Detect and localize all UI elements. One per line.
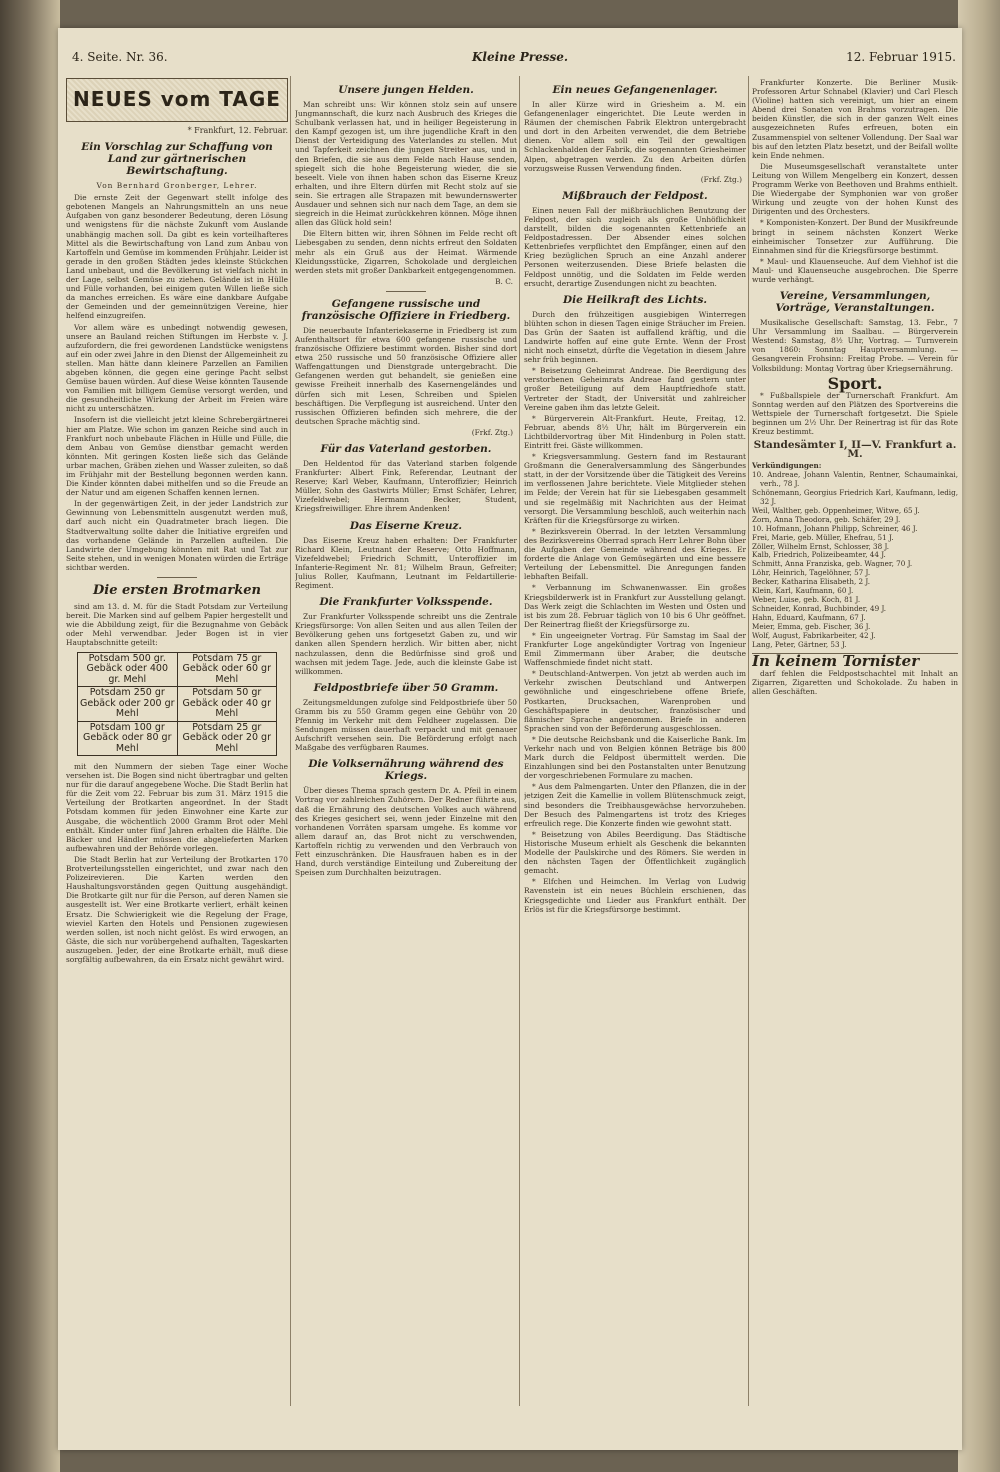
article-paragraph: * Die deutsche Reichsbank und die Kaiserliche Bank. Im Verkehr nach und von Belgien können Beträge bis 800 Mark durch die Feldpost übermittelt werden. Die Einzahlungen sind bei den Postanstalten unter Benutzung der vorgeschriebenen Formulare zu machen. bbox=[524, 734, 746, 781]
article-paragraph: * Bezirksverein Oberrad. In der letzten Versammlung des Bezirksvereins Oberrad sprach Herr Lehrer Bohn über die Aufgaben der Gemeinde während des Krieges. Er forderte die Anlage von Gemüsegärten und eine bessere Verteilung der Lebensmittel. Die Anregungen fanden lebhaften Beifall. bbox=[524, 526, 746, 582]
article-paragraph: Die Stadt Berlin hat zur Verteilung der Brotkarten 170 Brotverteilungsstellen eingerichtet, und zwar nach den Polizeirevieren. Die Karten werden den Haushaltungsvorständen gegen Quittung ausgehändigt. Die Brotkarte gilt nur für die Person, auf deren Namen sie ausgestellt ist. Wer eine Brotkarte verliert, erhält keinen Ersatz. Die Schwierigkeit wie die Regelung der Frage, wieviel Karten den Hotels und Pensionen zugewiesen werden sollen, ist noch nicht gelöst. Es wird erwogen, an Gäste, die sich nur vorübergehend aufhalten, Tageskarten auszugeben. Jeder, der eine Brotkarte erhält, muß diese sorgfältig aufbewahren, da ein Ersatz nicht gewährt wird. bbox=[66, 854, 288, 964]
column-1 bbox=[66, 78, 288, 1400]
list-item: Klein, Karl, Kaufmann, 60 J. bbox=[752, 586, 854, 596]
list-item: Schönemann, Georgius Friedrich Karl, Kaufmann, ledig, 32 J. bbox=[752, 488, 958, 506]
list-item: Meier, Emma, geb. Fischer, 36 J. bbox=[752, 621, 871, 631]
article-paragraph: * Kriegsversammlung. Gestern fand im Restaurant Großmann die Generalversammlung des Sängerbundes statt, in der der Vorsitzende über die Tätigkeit des Vereins im verflossenen Jahre berichtete. Viele Mitglieder stehen im Felde; der Verein hat für sie Liebesgaben gesammelt und sie regelmäßig mit Nachrichten aus der Heimat versorgt. Die Versammlung beschloß, auch weiterhin nach Kräften für die Kriegsfürsorge zu wirken. bbox=[524, 452, 746, 525]
separator bbox=[157, 577, 197, 578]
list-item: Löhr, Heinrich, Tagelöhner, 57 J. bbox=[752, 568, 871, 578]
author-line: Von Bernhard Gronberger, Lehrer. bbox=[96, 181, 258, 191]
separator bbox=[386, 291, 426, 292]
advert-text: darf fehlen die Feldpostschachtel mit Inhalt an Zigarren, Zigaretten und Schokolade. Zu haben in allen Geschäften. bbox=[752, 668, 958, 696]
ration-stamp: Potsdam 75 gr Gebäck oder 60 gr Mehl bbox=[177, 652, 277, 687]
list-item: Frei, Marie, geb. Müller, Ehefrau, 51 J. bbox=[752, 532, 894, 542]
ration-stamp: Potsdam 100 gr Gebäck oder 80 gr Mehl bbox=[78, 721, 178, 756]
headline: Für das Vaterland gestorben. bbox=[320, 443, 492, 455]
article-paragraph: * Ein ungeeigneter Vortrag. Für Samstag im Saal der Frankfurter Loge angekündigter Vortrag von Ingenieur Emil Zimmermann über Araber, die deutsche Waffenschmiede findet nicht statt. bbox=[524, 630, 746, 668]
article-paragraph: * Beisetzung Geheimrat Andreae. Die Beerdigung des verstorbenen Geheimrats Andreae fand gestern unter großer Beteiligung auf dem Hauptfriedhofe statt. Vertreter der Stadt, der Universität und zahlreicher Vereine gaben ihm das letzte Geleit. bbox=[524, 366, 746, 412]
article-paragraph: Vor allem wäre es unbedingt notwendig gewesen, unsere an Bauland reichen Stiftungen im Herbste v. J. aufzufordern, die frei gewordenen Landstücke wenigstens auf ein oder zwei Jahre in den Dienst der Allgemeinheit zu stellen. Man hätte dann kleinere Parzellen an Familien abgeben können, die gegen eine geringe Pacht selbst Gemüse bauen würden. Auf diese Weise könnten Tausende von Familien mit billigem Gemüse versorgt werden, und die gesundheitliche Wirkung der Arbeit im Freien wäre nicht zu unterschätzen. bbox=[66, 322, 288, 414]
article-paragraph: Das Eiserne Kreuz haben erhalten: Der Frankfurter Richard Klein, Leutnant der Reserve; Otto Hoffmann, Vizefeldwebel; Friedrich Schmitt, Unteroffizier im Infanterie-Regiment Nr. 81; Wilhelm Braun, Gefreiter; Julius Roller, Kaufmann, Leutnant im Feldartillerie-Regiment. bbox=[295, 535, 517, 591]
article-paragraph: Durch den frühzeitigen ausgiebigen Winterregen blühten schon in diesen Tagen einige Sträucher im Freien. Das Grün der Saaten ist auffallend kräftig, und die Landwirte hoffen auf eine gute Ernte. Wenn der Frost nicht noch einsetzt, dürfte die Vegetation in diesem Jahre sehr früh beginnen. bbox=[524, 309, 746, 365]
issue-date: 12. Februar 1915. bbox=[846, 50, 956, 64]
headline: Feldpostbriefe über 50 Gramm. bbox=[313, 681, 499, 694]
article-paragraph: Einen neuen Fall der mißbräuchlichen Benutzung der Feldpost, der sich zugleich als große Unhöflichkeit darstellt, bilden die sogenannten Kettenbriefe an Feldpostadressen. Der Absender eines solchen Kettenbriefes verpflichtet den Empfänger, einen auf den Krieg bezüglichen Spruch an eine Anzahl anderer Personen weiterzusenden. Diese Briefe belasten die Feldpost unnötig, und die Soldaten im Felde werden ersucht, derartige Zusendungen nicht zu beachten. bbox=[524, 205, 746, 288]
ration-stamp: Potsdam 500 gr. Gebäck oder 400 gr. Mehl bbox=[78, 652, 178, 687]
list-item: Weil, Walther, geb. Oppenheimer, Witwe, 65 J. bbox=[752, 505, 920, 515]
article-paragraph: Zeitungsmeldungen zufolge sind Feldpostbriefe über 50 Gramm bis zu 550 Gramm gegen eine Gebühr von 20 Pfennig im Verkehr mit dem Feldheer zugelassen. Die Sendungen müssen dauerhaft verpackt und mit genauer Aufschrift versehen sein. Die Beförderung erfolgt nach Maßgabe des verfügbaren Raumes. bbox=[295, 697, 517, 753]
headline: Gefangene russische und französische Offiziere in Friedberg. bbox=[301, 297, 511, 322]
article-paragraph: Den Heldentod für das Vaterland starben folgende Frankfurter: Albert Fink, Referendar, Leutnant der Reserve; Karl Weber, Kaufmann, Unteroffizier; Heinrich Müller, Sohn des Gastwirts Müller; Ernst Schäfer, Lehrer, Vizefeldwebel; Hermann Becker, Student, Kriegsfreiwilliger. Ehre ihrem Andenken! bbox=[295, 459, 517, 514]
dateline: * Frankfurt, 12. Februar. bbox=[187, 126, 288, 135]
column-3 bbox=[524, 78, 746, 1400]
article-paragraph: In der gegenwärtigen Zeit, in der jeder Landstrich zur Gewinnung von Lebensmitteln ausgenutzt werden muß, darf auch nicht ein Quadratmeter brach liegen. Die Stadtverwaltung sollte daher die Initiative ergreifen und das vorhandene Gelände in Parzellen aufteilen. Die Landwirte der Umgebung könnten mit Rat und Tat zur Seite stehen, und in wenigen Monaten würden die Erträge sichtbar werden. bbox=[66, 499, 288, 572]
list-item: Zöller, Wilhelm Ernst, Schlosser, 38 J. bbox=[752, 541, 890, 551]
headline: Die ersten Brotmarken bbox=[93, 583, 261, 599]
article-paragraph: * Maul- und Klauenseuche. Auf dem Viehhof ist die Maul- und Klauenseuche ausgebrochen. Die Sperre wurde verhängt. bbox=[752, 256, 958, 284]
column-rule bbox=[290, 76, 291, 1406]
article-paragraph: Zur Frankfurter Volksspende schreibt uns die Zentrale Kriegsfürsorge: Von allen Seiten und aus allen Teilen der Bevölkerung gehen uns fortgesetzt Gaben zu, und wir danken allen Spendern herzlich. Wir bitten aber, nicht nachzulassen, denn die Bedürfnisse sind groß und wachsen mit jedem Tage. Jede, auch die kleinste Gabe ist willkommen. bbox=[295, 612, 517, 676]
headline: Unsere jungen Helden. bbox=[338, 84, 474, 96]
article-paragraph: Die Museumsgesellschaft veranstaltete unter Leitung von Willem Mengelberg ein Konzert, dessen Programm Werke von Beethoven und Brahms enthielt. Die Wiedergabe der Symphonien war von großer Wirkung und zeugte von der hohen Kunst des Dirigenten und des Orchesters. bbox=[752, 161, 958, 217]
article-paragraph: In aller Kürze wird in Griesheim a. M. ein Gefangenenlager eingerichtet. Die Leute werden in Räumen der chemischen Fabrik Elektron untergebracht und dort in den Arbeiten verwendet, die dem Betriebe dienen. Vor allem soll ein Teil der gewaltigen Schlackenhalden der Fabrik, die sogenannten Griesheimer Alpen, abgetragen werden. Zu den Arbeiten dürfen vorzugsweise Russen Verwendung finden. bbox=[524, 100, 746, 173]
list-item: 10. Andreae, Johann Valentin, Rentner, Schaumainkai, verh., 78 J. bbox=[752, 470, 958, 489]
column-rule bbox=[519, 76, 520, 1406]
headline: Vereine, Versammlungen, Vorträge, Veranstaltungen. bbox=[775, 290, 935, 315]
page-header bbox=[58, 50, 962, 68]
article-paragraph: Insofern ist die vielleicht jetzt kleine Schrebergärtnerei hier am Platze. Wie schon im ganzen Reiche sind auch in Frankfurt noch unbebaute Flächen in Hülle und Fülle, die dem Anbau von Gemüse dienstbar gemacht werden könnten. Mit geringen Kosten ließe sich das Gelände urbar machen, Gräben ziehen und Wasser zuleiten, so daß im Frühjahr mit der Bestellung begonnen werden kann. Die Kinder könnten dabei mithelfen und so die Freude an der Natur und am eigenen Schaffen kennen lernen. bbox=[66, 415, 288, 498]
article-paragraph: * Verbannung im Schwanenwasser. Ein großes Kriegsbilderwerk ist in Frankfurt zur Ausstellung gelangt. Das Werk zeigt die Schlachten im Westen und Osten und ist bis zum 28. Februar täglich von 10 bis 6 Uhr geöffnet. Der Reinertrag fließt der Kriegsfürsorge zu. bbox=[524, 583, 746, 629]
scan-margin-left bbox=[0, 0, 60, 1472]
signature: (Frkf. Ztg.) bbox=[471, 427, 513, 437]
list-item: Kalb, Friedrich, Polizeibeamter, 44 J. bbox=[752, 550, 886, 560]
headline: Ein neues Gefangenenlager. bbox=[552, 84, 718, 96]
article-paragraph: Musikalische Gesellschaft: Samstag, 13. Febr., 7 Uhr Versammlung im Saalbau. — Bürgerverein Westend: Samstag, 8½ Uhr, Vortrag. — Turnverein von 1860: Sonntag Hauptversammlung. — Gesangverein Frohsinn: Freitag Probe. — Verein für Volksbildung: Montag Vortrag über Kriegsernährung. bbox=[752, 318, 958, 373]
article-paragraph: * Aus dem Palmengarten. Unter den Pflanzen, die in der jetzigen Zeit die Kamellie in vollem Blütenschmuck zeigt, sind besonders die Treibhausgewächse hervorzuheben. Der Besuch des Palmengartens ist trotz des Krieges erfreulich rege. Die Konzerte finden wie gewohnt statt. bbox=[524, 782, 746, 828]
list-item: Schneider, Konrad, Buchbinder, 49 J. bbox=[752, 603, 887, 613]
scan-margin-right bbox=[958, 0, 1000, 1472]
list-item: Weber, Luise, geb. Koch, 81 J. bbox=[752, 594, 861, 604]
headline: Das Eiserne Kreuz. bbox=[349, 519, 463, 532]
ration-stamp: Potsdam 250 gr Gebäck oder 200 gr Mehl bbox=[78, 687, 178, 722]
article-paragraph: Frankfurter Konzerte. Die Berliner Musik-Professoren Artur Schnabel (Klavier) und Carl Flesch (Violine) hatten sich vereinigt, um hier an einem Abend drei Sonaten von Brahms vorzutragen. Die beiden Künstler, die sich in der ganzen Welt eines ausgezeichneten Rufes erfreuen, boten ein Zusammenspiel von seltener Vollendung. Der Saal war bis auf den letzten Platz besetzt, und der Beifall wollte kein Ende nehmen. bbox=[752, 78, 958, 160]
list-item: Schmitt, Anna Franziska, geb. Wagner, 70 J. bbox=[752, 559, 913, 569]
page-number: 4. Seite. Nr. 36. bbox=[72, 50, 168, 64]
signature: (Frkf. Ztg.) bbox=[700, 174, 742, 184]
article-paragraph: Die Eltern bitten wir, ihren Söhnen im Felde recht oft Liebesgaben zu senden, denn nichts erfreut den Soldaten mehr als ein Gruß aus der Heimat. Wärmende Kleidungsstücke, Zigarren, Schokolade und dergleichen werden stets mit großer Dankbarkeit entgegengenommen. bbox=[295, 229, 517, 275]
list-item: Zorn, Anna Theodora, geb. Schäfer, 29 J. bbox=[752, 514, 901, 524]
article-paragraph: sind am 13. d. M. für die Stadt Potsdam zur Verteilung bereit. Die Marken sind auf gelbem Papier hergestellt und wie die Abbildung zeigt, für die Bezugnahme von Gebäck oder Mehl verwendbar. Jeder Bogen ist in vier Hauptabschnitte geteilt: bbox=[66, 602, 288, 648]
article-paragraph: Die ernste Zeit der Gegenwart stellt infolge des gebotenen Mangels an Nahrungsmitteln an uns neue Aufgaben von ganz besonderer Bedeutung, deren Lösung und wenigstens für die nächste Zukunft vom Auslande unabhängig machen soll. Da gibt es kein vorteilhafteres Mittel als die Bewirtschaftung von Land zum Anbau von Kartoffeln und Gemüse im kommenden Frühjahr. Leider ist gerade in den großen Städten jedes kleinste Stückchen Land unbebaut, und die Bevölkerung ist vielfach nicht in der Lage, selbst Gemüse zu ziehen. Gelände ist in Hülle und Fülle vorhanden, bei einigem guten Willen ließe sich da manches erreichen. Es wäre eine dankbare Aufgabe der Gemeinden und der gemeinnützigen Vereine, hier helfend einzugreifen. bbox=[66, 193, 288, 321]
ration-stamp: Potsdam 25 gr Gebäck oder 20 gr Mehl bbox=[177, 721, 277, 756]
article-paragraph: * Komponisten-Konzert. Der Bund der Musikfreunde bringt in seinem nächsten Konzert Werke einheimischer Tonsetzer zur Aufführung. Die Einnahmen sind für die Kriegsfürsorge bestimmt. bbox=[752, 218, 958, 255]
sport-section-title: Sport. bbox=[827, 373, 883, 393]
column-2 bbox=[295, 78, 517, 1400]
registry-office-title: Standesämter I, II—V. Frankfurt a. M. bbox=[753, 439, 957, 461]
column-rule bbox=[748, 76, 749, 1406]
list-label: Verkündigungen: bbox=[752, 461, 822, 471]
list-item: 10. Hofmann, Johann Philipp, Schreiner, 46 J. bbox=[752, 523, 918, 533]
newspaper-title: Kleine Presse. bbox=[472, 50, 569, 64]
article-paragraph: * Fußballspiele der Turnerschaft Frankfurt. Am Sonntag werden auf den Plätzen des Sportvereins die Wettspiele der Turnerschaft fortgesetzt. Die Spiele beginnen um 2½ Uhr. Der Reinertrag ist für das Rote Kreuz bestimmt. bbox=[752, 390, 958, 437]
headline: Die Volksernährung während des Kriegs. bbox=[308, 758, 504, 783]
newspaper-page bbox=[58, 28, 962, 1450]
article-paragraph: * Deutschland-Antwerpen. Von jetzt ab werden auch im Verkehr zwischen Deutschland und Antwerpen gewöhnliche und eingeschriebene offene Briefe, Postkarten, Drucksachen, Warenproben und Geschäftspapiere in deutscher, französischer und flämischer Sprache angenommen. Briefe in anderen Sprachen sind von der Beförderung ausgeschlossen. bbox=[524, 669, 746, 733]
section-logo: NEUES vom TAGE bbox=[66, 78, 288, 122]
advert-title: In keinem Tornister bbox=[752, 653, 958, 666]
column-4 bbox=[752, 78, 958, 1400]
registry-list bbox=[752, 462, 958, 649]
headline: Mißbrauch der Feldpost. bbox=[562, 189, 708, 202]
ration-stamp: Potsdam 50 gr Gebäck oder 40 gr Mehl bbox=[177, 687, 277, 722]
list-item: Wolf, August, Fabrikarbeiter, 42 J. bbox=[752, 630, 876, 640]
signature: B. C. bbox=[495, 276, 513, 286]
article-paragraph: mit den Nummern der sieben Tage einer Woche versehen ist. Die Bogen sind nicht übertragbar und gelten nur für die darauf angegebene Woche. Die Stadt Berlin hat für die Zeit vom 22. Februar bis zum 31. März 1915 die Verteilung der Brotkarten angeordnet. In der Stadt Potsdam kommen für jeden Einwohner eine Karte zur Ausgabe, die wöchentlich 2000 Gramm Brot oder Mehl enthält. Kinder unter fünf Jahren erhalten die Hälfte. Die Bäcker und Händler müssen die abgelieferten Marken aufbewahren und der Behörde vorlegen. bbox=[66, 762, 288, 853]
headline: Ein Vorschlag zur Schaffung von Land zur gärtnerischen Bewirtschaftung. bbox=[81, 141, 273, 178]
list-item: Becker, Katharina Elisabeth, 2 J. bbox=[752, 577, 870, 587]
article-paragraph: Über dieses Thema sprach gestern Dr. A. Pfeil in einem Vortrag vor zahlreichen Zuhörern. Der Redner führte aus, daß die Ernährung des deutschen Volkes auch während des Krieges gesichert sei, wenn jeder Einzelne mit den vorhandenen Vorräten sparsam umgehe. Es komme vor allem darauf an, das Brot nicht zu verschwenden, Kartoffeln richtig zu verwenden und den Verbrauch von Fett einzuschränken. Die Hausfrauen haben es in der Hand, durch verständige Einteilung und Zubereitung der Speisen zum Durchhalten beizutragen. bbox=[295, 786, 517, 878]
bread-ration-table bbox=[77, 652, 277, 757]
headline: Die Frankfurter Volksspende. bbox=[319, 596, 493, 609]
article-paragraph: Die neuerbaute Infanteriekaserne in Friedberg ist zum Aufenthaltsort für etwa 600 gefangene russische und französische Offiziere bestimmt worden. Bisher sind dort etwa 250 russische und 50 französische Offiziere aller Waffengattungen und Dienstgrade untergebracht. Die Gefangenen werden gut behandelt, sie genießen eine gewisse Freiheit innerhalb des Kasernengeländes und dürfen sich mit Lesen, Schreiben und Spielen beschäftigen. Die Verpflegung ist ausreichend. Unter den russischen Offizieren befinden sich mehrere, die der deutschen Sprache mächtig sind. bbox=[295, 325, 517, 426]
list-item: Lang, Peter, Gärtner, 53 J. bbox=[752, 639, 847, 649]
article-paragraph: * Elfchen und Heimchen. Im Verlag von Ludwig Ravenstein ist ein neues Büchlein erschienen, das Kriegsgedichte und Lieder aus Frankfurt enthält. Der Erlös ist für die Kriegsfürsorge bestimmt. bbox=[524, 877, 746, 914]
list-item: Hahn, Eduard, Kaufmann, 67 J. bbox=[752, 612, 866, 622]
headline: Die Heilkraft des Lichts. bbox=[562, 293, 708, 306]
article-paragraph: * Bürgerverein Alt-Frankfurt. Heute, Freitag, 12. Februar, abends 8½ Uhr, hält im Bürgerverein ein Lichtbildervortrag über Mit Hindenburg in Polen statt. Eintritt frei. Gäste willkommen. bbox=[524, 413, 746, 450]
article-paragraph: Man schreibt uns: Wir können stolz sein auf unsere Jungmannschaft, die kurz nach Ausbruch des Krieges die Schulbank verlassen hat, und in heiliger Begeisterung in den Kampf gezogen ist, um ihre jugendliche Kraft in den Dienst der Verteidigung des Vaterlandes zu stellen. Mut und Tapferkeit zeichnen die jungen Streiter aus, und in den Briefen, die sie aus dem Felde nach Hause senden, spiegelt sich die hohe Begeisterung wieder, die sie beseelt. Viele von ihnen haben schon das Eiserne Kreuz erhalten, und ihre Eltern dürfen mit Recht stolz auf sie sein. Sie ertragen alle Strapazen mit bewundernswerter Ausdauer und sehnen sich nur nach dem Tage, an dem sie siegreich in die Heimat zurückkehren können. Möge ihnen allen das Glück hold sein! bbox=[295, 100, 517, 228]
article-paragraph: * Beisetzung von Abiles Beerdigung. Das Städtische Historische Museum erhielt als Geschenk die bekannten Modelle der Paulskirche und des Römers. Sie werden in den nächsten Tagen der Öffentlichkeit zugänglich gemacht. bbox=[524, 829, 746, 876]
